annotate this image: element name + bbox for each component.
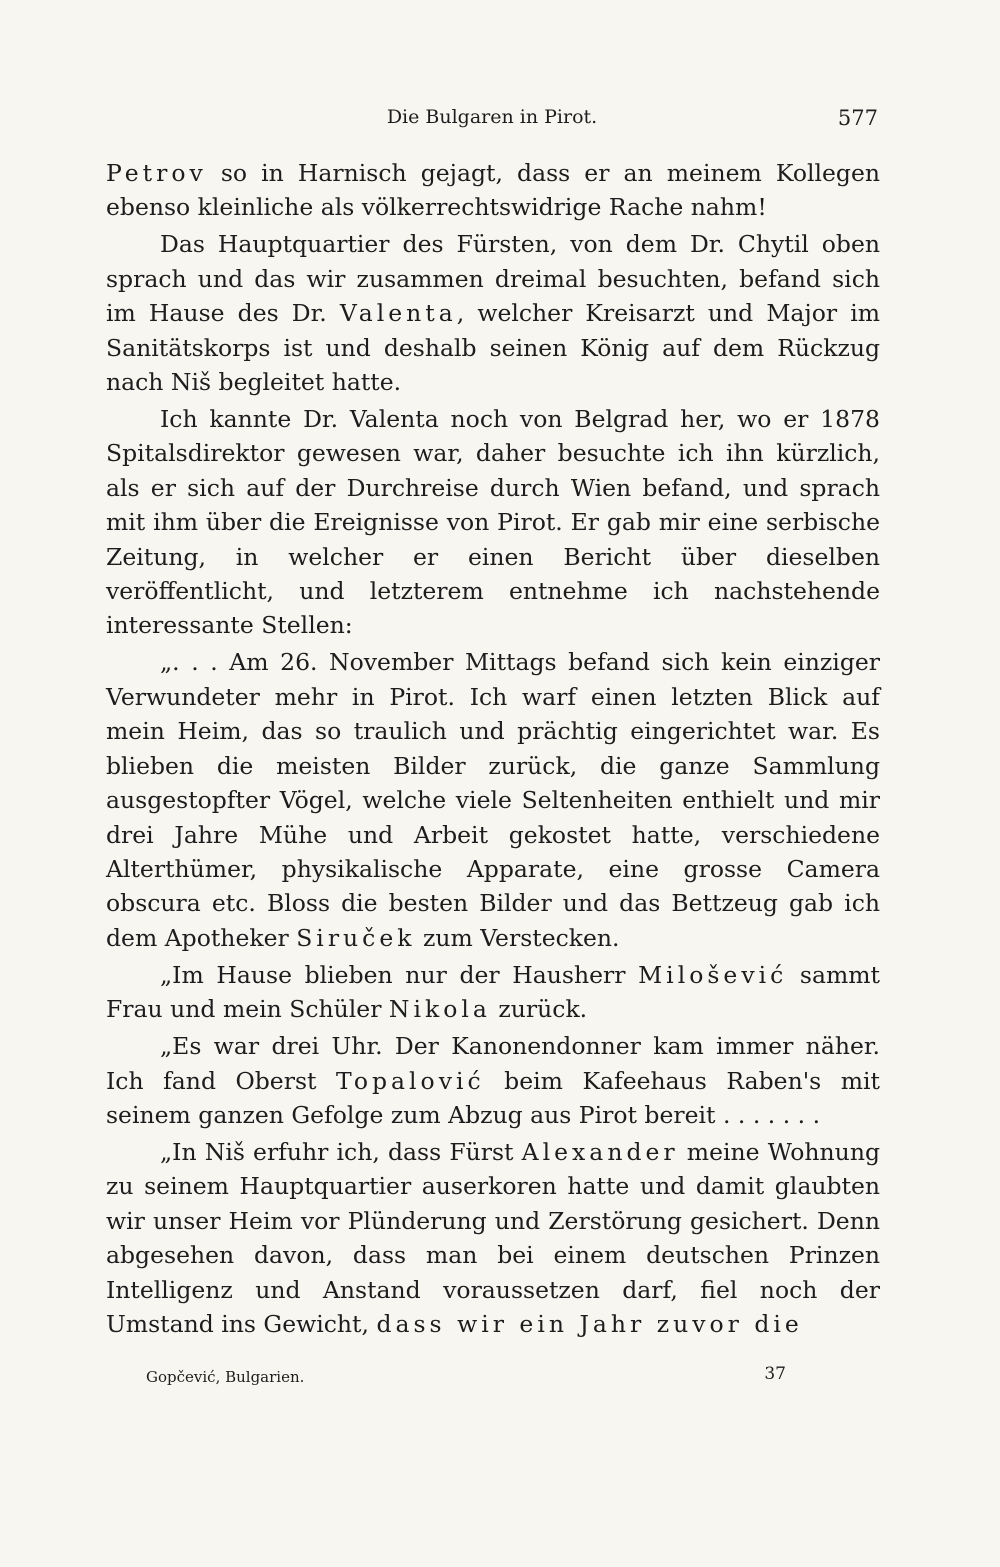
running-title: Die Bulgaren in Pirot. <box>386 106 598 128</box>
emphasized-name: Siruček <box>296 923 416 952</box>
emphasized-name: Alexander <box>521 1137 679 1166</box>
body-text <box>106 156 880 1344</box>
text-run: so in Harnisch gejagt, dass er an meinem Kollegen ebenso kleinliche als völkerrechtswidrige Rache nahm! <box>106 159 880 222</box>
page-number: 577 <box>837 106 878 130</box>
paragraph <box>106 227 880 399</box>
text-run: zum Verstecken. <box>415 923 620 952</box>
text-run: „Es war drei Uhr. Der Kanonendonner kam immer näher. Ich fand Oberst <box>106 1032 880 1095</box>
paragraph <box>106 645 880 955</box>
page-footer <box>146 1364 786 1390</box>
emphasized-name: Valenta <box>339 299 457 328</box>
text-run: sammt Frau und mein Schüler <box>106 960 880 1024</box>
text-run: beim Kafeehaus Raben's mit seinem ganzen Gefolge zum Abzug aus Pirot bereit . . . . . . . <box>106 1066 880 1129</box>
emphasized-name: dass wir ein Jahr zuvor die <box>376 1309 803 1338</box>
text-run: , welcher Kreisarzt und Major im Sanitätskorps ist und deshalb seinen König auf dem Rückzug nach Niš begleitet hatte. <box>106 299 880 397</box>
running-head <box>106 106 878 130</box>
emphasized-name: Nikola <box>388 995 491 1024</box>
text-run: „. . . Am 26. November Mittags befand sich kein einziger Verwundeter mehr in Pirot. Ich warf einen letzten Blick auf mein Heim, das so traulich und prächtig eingerichtet war. Es blieben die meisten Bilder zurück, die ganze Sammlung ausgestopfter Vögel, welche viele Seltenheiten enthielt und mir drei Jahre Mühe und Arbeit gekostet hatte, verschiedene Alterthümer, physikalische Apparate, eine grosse Camera obscura etc. Bloss die besten Bilder und das Bettzeug gab ich dem Apotheker <box>106 648 880 952</box>
text-run: meine Wohnung zu seinem Hauptquartier auserkoren hatte und damit glaubten wir unser Heim vor Plünderung und Zerstörung gesichert. Denn abgesehen davon, dass man bei einem deutschen Prinzen Intelligenz und Anstand voraussetzen darf, fiel noch der Umstand ins Gewicht, <box>106 1137 880 1338</box>
paragraph <box>106 1029 880 1132</box>
printer-signature: 37 <box>764 1364 786 1384</box>
text-run: Das Hauptquartier des Fürsten, von dem Dr. Chytil oben sprach und das wir zusammen dreimal besuchten, befand sich im Hause des Dr. <box>106 230 880 328</box>
text-run: „Im Hause blieben nur der Hausherr <box>160 960 639 989</box>
paragraph <box>106 156 880 225</box>
paragraph <box>106 402 880 643</box>
emphasized-name: Milošević <box>638 960 788 989</box>
emphasized-name: Petrov <box>106 159 207 187</box>
paragraph <box>106 958 880 1027</box>
emphasized-name: Topalović <box>335 1066 485 1095</box>
text-run: „In Niš erfuhr ich, dass Fürst <box>160 1137 522 1166</box>
text-run: Ich kannte Dr. Valenta noch von Belgrad her, wo er 1878 Spitalsdirektor gewesen war, daher besuchte ich ihn kürzlich, als er sich auf der Durchreise durch Wien befand, und sprach mit ihm über die Ereignisse von Pirot. Er gab mir eine serbische Zeitung, in welcher er einen Bericht über dieselben veröffentlicht, und letzterem entnehme ich nachstehende interessante Stellen: <box>106 405 880 640</box>
paragraph <box>106 1135 880 1341</box>
text-run: zurück. <box>490 995 588 1024</box>
footer-author: Gopčević, Bulgarien. <box>146 1368 305 1386</box>
